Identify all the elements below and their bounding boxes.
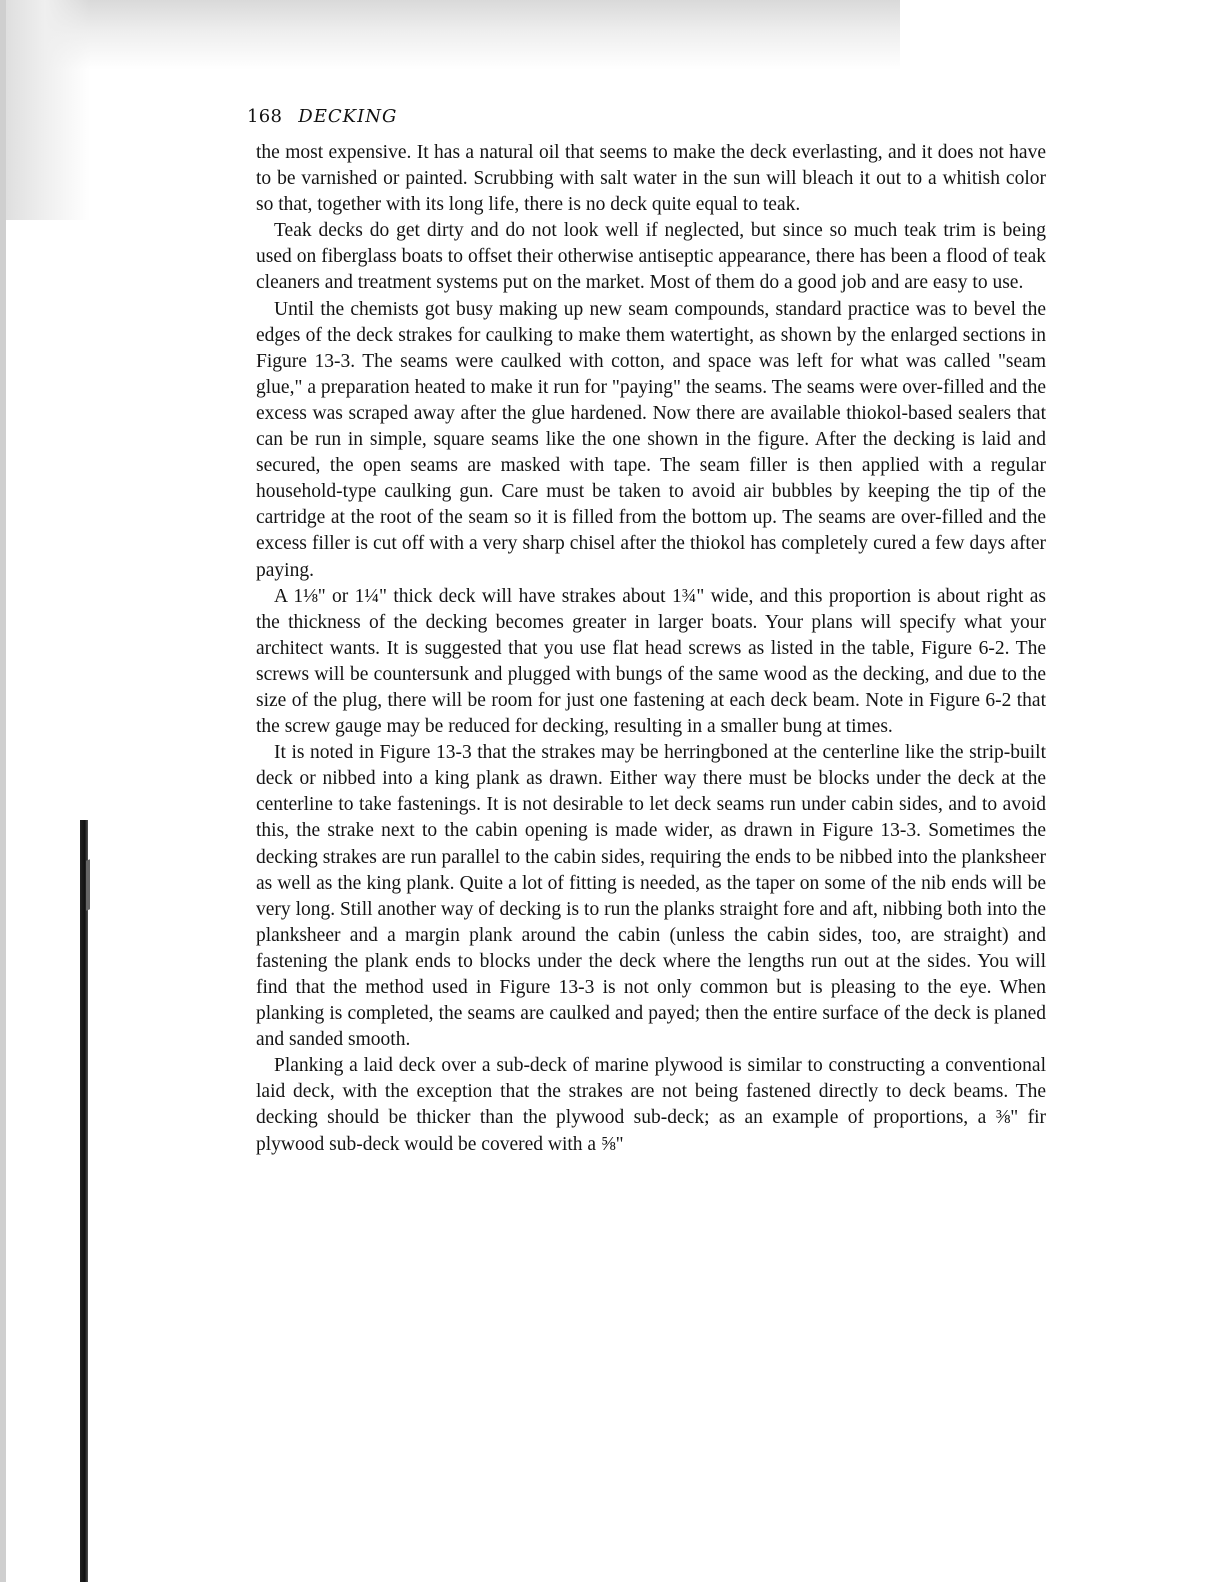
scan-artifact-mark [86,859,90,910]
running-title: DECKING [298,106,398,127]
running-header [247,106,397,127]
body-text [256,140,1046,1158]
page-number: 168 [247,106,283,127]
paragraph-seam-compounds: Until the chemists got busy making up new seam compounds, standard practice was to bevel the edges of the deck strakes for caulking to make them watertight, as shown by the enlarged sections in Figure 13-3. The seams were caulked with cotton, and space was left for what was called "seam glue," a preparation heated to make it run for "paying" the seams. The seams were over-filled and the excess was scraped away after the glue hardened. Now there are available thiokol-based sealers that can be run in simple, square seams like the one shown in the figure. After the decking is laid and secured, the open seams are masked with tape. The seam filler is then applied with a regular household-type caulking gun. Care must be taken to avoid air bubbles by keeping the tip of the cartridge at the root of the seam so it is filled from the bottom up. The seams are over-filled and the excess filler is cut off with a very sharp chisel after the thiokol has completely cured a few days after paying. [256,298,1046,581]
paragraph-continued: the most expensive. It has a natural oil that seems to make the deck everlasting, and it does not have to be varnished or painted. Scrubbing with salt water in the sun will bleach it out to a whitish color so that, together with its long life, there is no deck quite equal to teak. [256,142,1046,216]
scan-page-edge [0,0,6,1582]
paragraph-herringbone-strakes: It is noted in Figure 13-3 that the strakes may be herringboned at the centerline like the strip-built deck or nibbed into a king plank as drawn. Either way there must be blocks under the deck at the centerline to take fastenings. It is not desirable to let deck seams run under cabin sides, and to avoid this, the strake next to the cabin opening is made wider, as drawn in Figure 13-3. Sometimes the decking strakes are run parallel to the cabin sides, requiring the ends to be nibbed into the planksheer as well as the king plank. Quite a lot of fitting is needed, as the taper on some of the nib ends will be very long. Still another way of decking is to run the planks straight fore and aft, nibbing both into the planksheer and a margin plank around the cabin (unless the cabin sides, too, are straight) and fastening the plank ends to blocks under the deck where the lengths run out at the sides. You will find that the method used in Figure 13-3 is not only common but is pleasing to the eye. When planking is completed, the seams are caulked and payed; then the entire surface of the deck is planed and sanded smooth. [256,742,1046,1051]
paragraph-teak-cleaners: Teak decks do get dirty and do not look well if neglected, but since so much teak trim is being used on fiberglass boats to offset their otherwise antiseptic appearance, there has been a flood of teak cleaners and treatment systems put on the market. Most of them do a good job and are easy to use. [256,220,1046,294]
scan-shadow-left [0,0,90,220]
paragraph-plywood-subdeck: Planking a laid deck over a sub-deck of marine plywood is similar to constructing a conventional laid deck, with the exception that the strakes are not being fastened directly to deck beams. The decking should be thicker than the plywood sub-deck; as an example of proportions, a ⅜" fir plywood sub-deck would be covered with a ⅝" [256,1055,1046,1155]
scan-shadow-top [0,0,900,70]
paragraph-strake-proportions: A 1⅛" or 1¼" thick deck will have strakes about 1¾" wide, and this proportion is about right as the thickness of the decking becomes greater in larger boats. Your plans will specify what your architect wants. It is suggested that you use flat head screws as listed in the table, Figure 6-2. The screws will be countersunk and plugged with bungs of the same wood as the decking, and due to the size of the plug, there will be room for just one fastening at each deck beam. Note in Figure 6-2 that the screw gauge may be reduced for decking, resulting in a smaller bung at times. [256,585,1046,738]
scan-binding-shadow [80,820,88,1582]
